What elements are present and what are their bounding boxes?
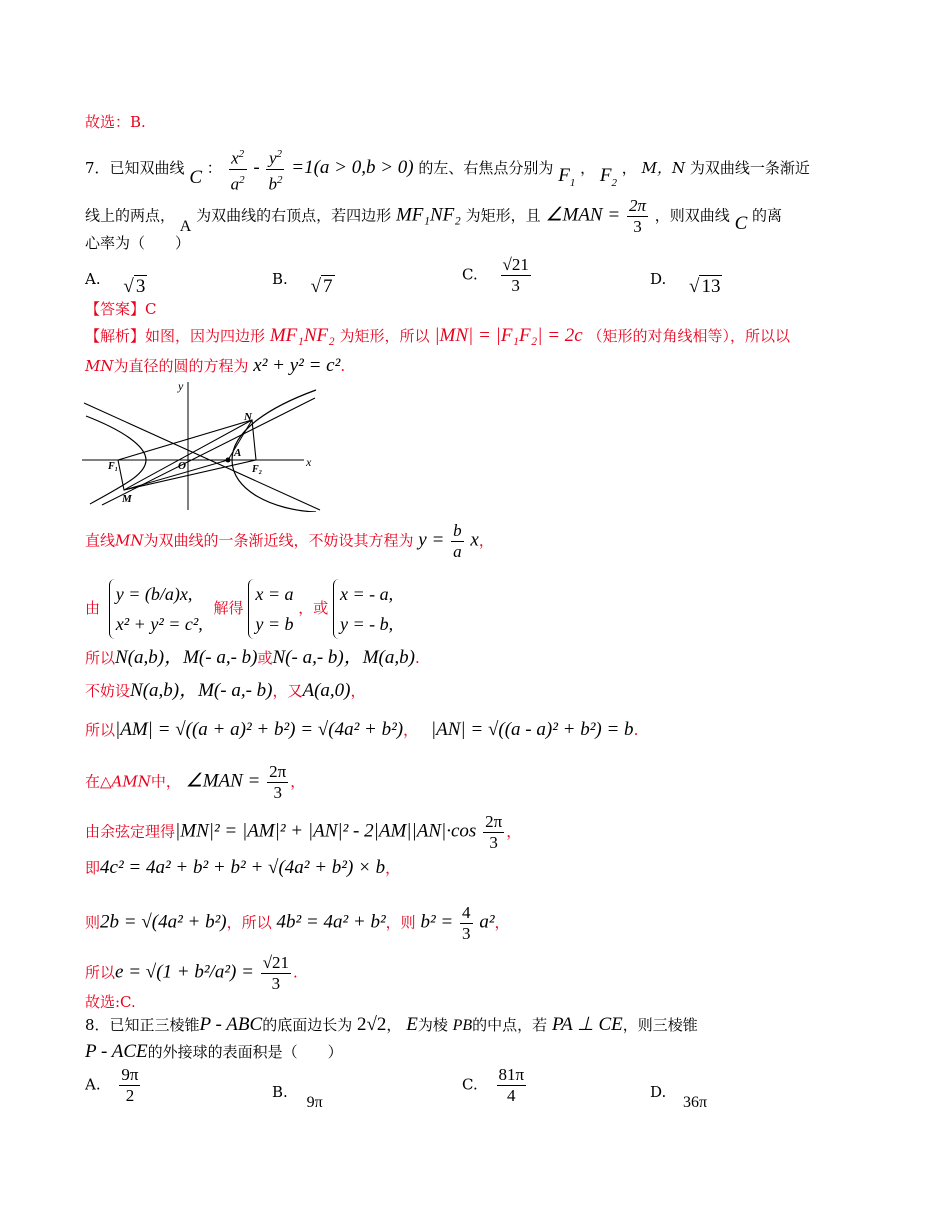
sol-eccentricity: 所以e = √(1 + b²/a²) = $\frac{√21}{3}$ . <box>85 953 298 993</box>
circle-equation: x² + y² = c² <box>253 355 341 376</box>
sol-end: 故选:C. <box>85 993 136 1011</box>
q7-text5: 为矩形，且 <box>465 206 541 225</box>
quadrilateral: MF₁NF₂ <box>395 204 461 226</box>
sol-expand: 即4c² = 4a² + b² + b² + √(4a² + b²) × b， <box>85 857 401 878</box>
q8-line2: P - ACE的外接球的表面积是（ ） <box>85 1041 343 1062</box>
sol-text2: 为矩形，所以 <box>339 327 430 345</box>
label-m: M <box>122 493 132 505</box>
comma: ， <box>621 159 637 178</box>
q7-text: 的左、右焦点分别为 <box>418 159 554 178</box>
sol-cosine-law: 由余弦定理得|MN|² = |AM|² + |AN|² - 2|AM||AN|·cos $\frac{2\pi}{3}$ ， <box>85 812 522 852</box>
q8-option-b[interactable]: B. 9π <box>272 1083 323 1111</box>
hyperbola-figure <box>82 380 322 512</box>
sol-result1: 所以N(a,b)，M(- a,- b)或N(- a,- b)，M(a,b). <box>85 647 420 668</box>
q7-option-b[interactable]: B. √ 7 <box>272 270 333 297</box>
label-y: y <box>178 380 184 393</box>
sol-text1: 如图，因为四边形 <box>145 327 266 345</box>
sol-am-an: 所以|AM| = √((a + a)² + b²) = √(4a² + b²)， |AN| = √((a - a)² + b²) = b. <box>85 719 639 740</box>
answer-label: 【答案】C <box>85 300 157 318</box>
q7-option-d[interactable]: D. √ 13 <box>650 270 721 297</box>
focus-f1: $F_1$ <box>558 165 576 189</box>
sol-quad: MF₁NF₂ <box>269 325 335 346</box>
q7-text4: 为双曲线的右顶点，若四边形 <box>196 206 392 225</box>
you: 由 <box>85 599 101 617</box>
q7-text2: 为双曲线一条渐近 <box>689 159 810 178</box>
q7-line1: 7．已知双曲线 C ： $\frac{x^2}{a^2}$ - $\frac{y^2}{b^2}$ =1(a > 0,b > 0) 的左、右焦点分别为 $F_1$ ， $F_2$ ， M，N 为双曲线一条渐近 <box>85 144 810 194</box>
vertex-a: A <box>179 217 192 235</box>
curve-symbol: C <box>189 167 203 189</box>
hyperbola-condition: =1(a > 0,b > 0) <box>291 157 414 179</box>
sol-eq-mn: |MN| = |F₁F₂| = 2c <box>434 325 583 346</box>
angle-frac: $\frac{2\pi}{3}$ <box>628 196 646 236</box>
q7-line2 <box>85 196 782 237</box>
sol-derive: 则2b = √(4a² + b²)，所以 4b² = 4a² + b²，则 b² = $\frac{4}{3}$ a²， <box>85 903 510 943</box>
system-3: x = - a, y = - b, <box>333 579 393 639</box>
q8-option-d[interactable]: D. 36π <box>650 1083 708 1111</box>
answer-line-prev: 故选：B. <box>85 113 146 131</box>
label-o: O <box>178 460 186 472</box>
sol-text3: （矩形的对角线相等），所以以 <box>587 327 791 345</box>
label-f1: F₁ <box>108 461 119 472</box>
huo: ，或 <box>298 599 329 617</box>
period: . <box>340 357 346 375</box>
label-a: A <box>234 447 242 459</box>
system-2: x = a y = b <box>248 579 293 639</box>
label-f2: F₂ <box>252 464 263 475</box>
colon: ： <box>206 159 222 178</box>
angle-man: ∠MAN = <box>545 204 621 226</box>
sol-mn: MN <box>85 357 114 375</box>
q7-option-c[interactable]: C. $\frac{√21}{3}$ <box>462 255 529 295</box>
label-x: x <box>306 455 312 469</box>
point-a <box>226 458 231 463</box>
label-n: N <box>244 411 252 423</box>
curve-symbol-2: C <box>734 212 748 234</box>
q7-number: 7．已知双曲线 <box>85 159 185 178</box>
q7-line3: 心率为（ ） <box>85 234 191 252</box>
q7-text6: ，则双曲线 <box>654 206 730 225</box>
jiede: 解得 <box>213 599 244 617</box>
sol-result2: 不妨设N(a,b)，M(- a,- b)，又A(a,0)， <box>85 680 366 701</box>
focus-f2: $F_2$ <box>599 165 618 189</box>
q7-text7: 的离 <box>752 206 783 225</box>
sol-system <box>85 578 393 638</box>
system-1: y = (b/a)x, x² + y² = c², <box>109 579 203 639</box>
hyperbola-frac-x: $\frac{x^2}{a^2}$ <box>229 144 247 194</box>
sol-asymptote-line: 直线MN为双曲线的一条渐近线，不妨设其方程为 y = $\frac{b}{a}$ x， <box>85 521 494 561</box>
q8-line1: 8．已知正三棱锥P - ABC的底面边长为 2√2， E为棱 PB的中点，若 PA ⊥ CE，则三棱锥 <box>85 1014 698 1035</box>
solution-line1 <box>85 326 790 346</box>
sol-angle: 在△AMN中， ∠MAN = $\frac{2\pi}{3}$ ， <box>85 762 306 802</box>
q8-option-c[interactable]: C. $\frac{81\pi}{4}$ <box>462 1065 525 1105</box>
q7-option-a[interactable]: A. √ 3 <box>85 270 146 297</box>
q7-text3: 线上的两点， <box>85 206 176 225</box>
sol-text4: 为直径的圆的方程为 <box>113 357 249 375</box>
solution-label: 【解析】 <box>85 327 146 345</box>
points-mn: M，N <box>641 159 686 178</box>
hyperbola-frac-y: $\frac{y^2}{b^2}$ <box>266 144 284 194</box>
q8-option-a[interactable]: A. $\frac{9\pi}{2}$ <box>85 1065 139 1105</box>
solution-line2 <box>85 356 345 376</box>
